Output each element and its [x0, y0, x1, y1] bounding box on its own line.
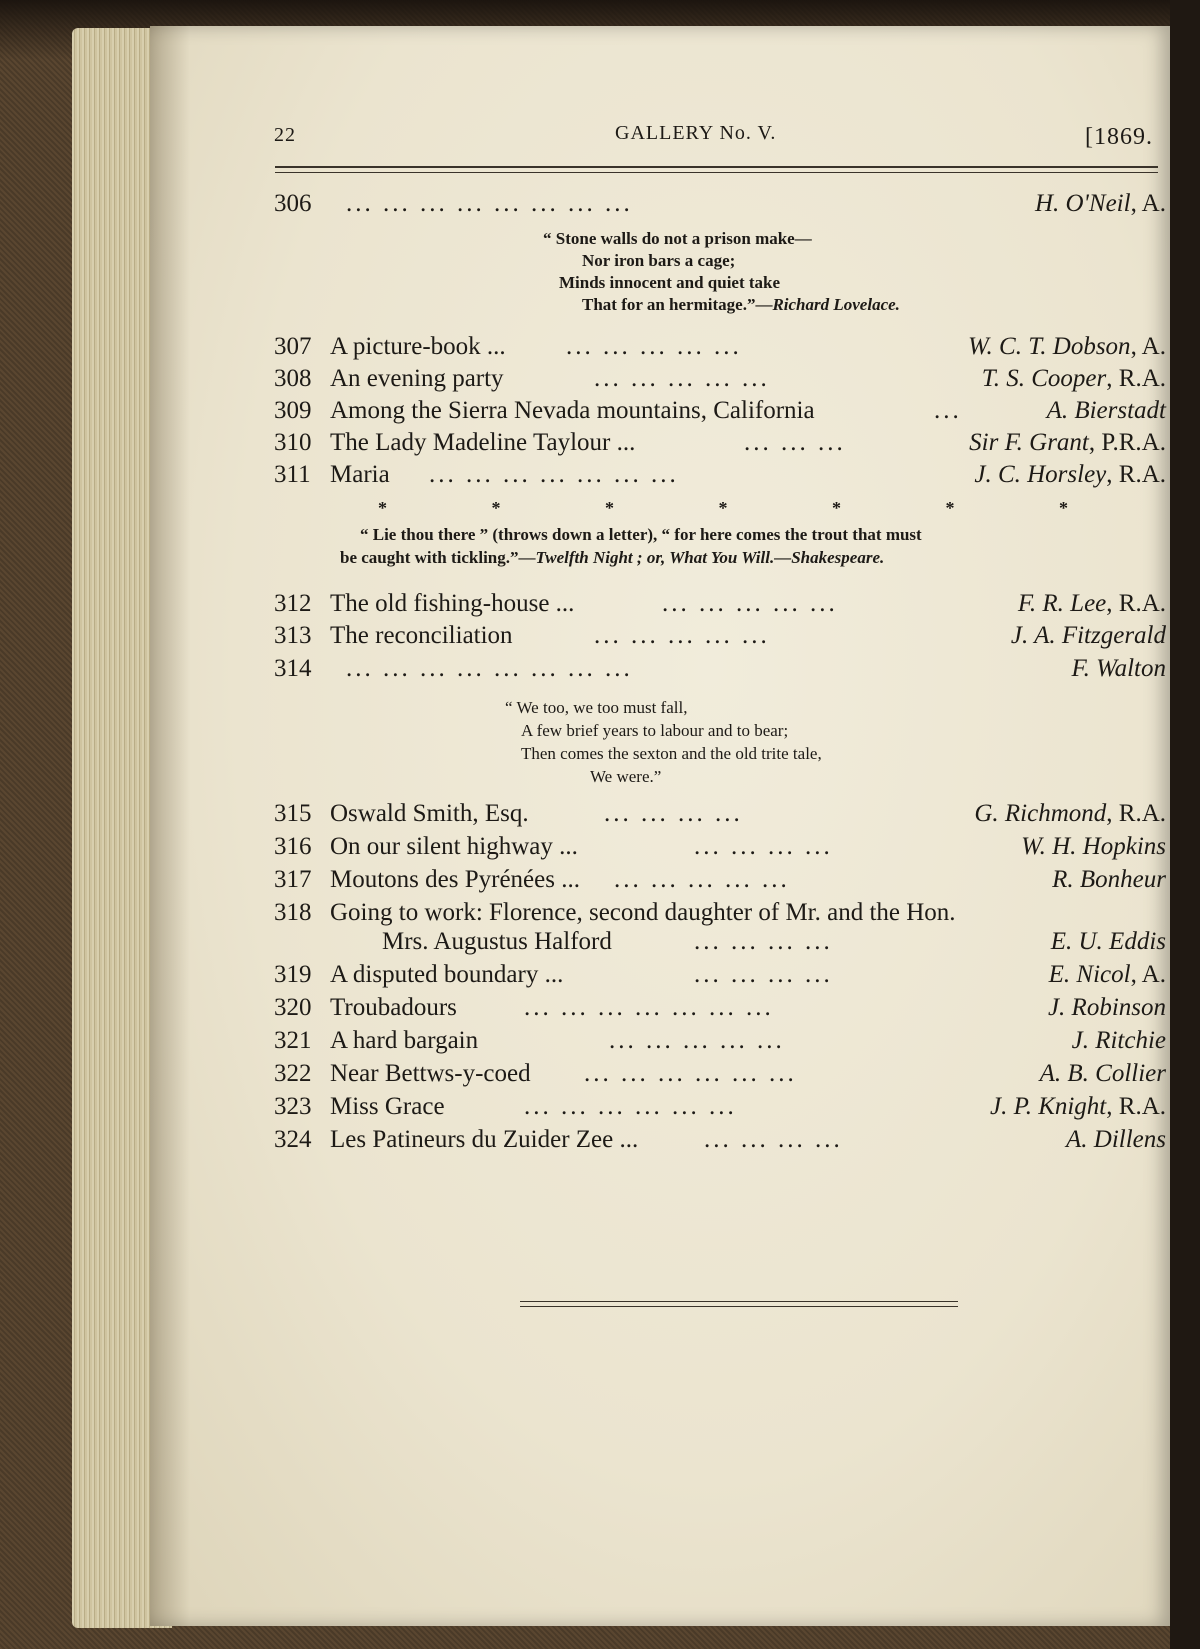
- leader-dots: ... ... ... ... ... ...: [524, 1093, 737, 1120]
- entry-title: The reconciliation: [330, 622, 513, 649]
- asterisk: *: [718, 498, 728, 518]
- entry-number: 321: [274, 1027, 312, 1054]
- entry-artist: E. Nicol, A.: [1048, 961, 1166, 988]
- entry-title: The old fishing-house ...: [330, 590, 575, 617]
- quote-306-author: Richard Lovelace.: [772, 295, 900, 314]
- catalogue-entry-315: [274, 800, 1166, 832]
- catalogue-entry-320: [274, 994, 1166, 1026]
- asterism: [378, 498, 1068, 519]
- entry-number: 310: [274, 429, 312, 456]
- entry-title: Oswald Smith, Esq.: [330, 800, 529, 827]
- end-rule: [520, 1301, 958, 1302]
- entry-artist: A. B. Collier: [1039, 1060, 1166, 1087]
- entry-number: 312: [274, 590, 312, 617]
- entry-title: The Lady Madeline Taylour ...: [330, 429, 636, 456]
- catalogue-entry-319: [274, 961, 1166, 993]
- quote-314-line-4: We were.”: [590, 767, 662, 786]
- page-number: 22: [274, 124, 296, 146]
- catalogue-entry-314: [274, 655, 1166, 687]
- entry-title: Les Patineurs du Zuider Zee ...: [330, 1126, 639, 1153]
- catalogue-entry-309: [274, 397, 1166, 429]
- entry-artist: E. U. Eddis: [1050, 928, 1166, 955]
- entry-artist: W. H. Hopkins: [1021, 833, 1166, 860]
- quote-311-source: Twelfth Night ; or, What You Will.—Shakespeare.: [535, 548, 885, 567]
- leader-dots: ... ... ... ... ...: [566, 333, 742, 360]
- entry-title: A disputed boundary ...: [330, 961, 564, 988]
- catalogue-entry-307: [274, 333, 1166, 365]
- entry-number: 320: [274, 994, 312, 1021]
- entry-title: A picture-book ...: [330, 333, 506, 360]
- end-rule: [520, 1306, 958, 1307]
- page-year: [1869.: [1085, 124, 1153, 150]
- quote-314-line-3: Then comes the sexton and the old trite tale,: [521, 744, 822, 763]
- catalogue-entry-308: [274, 365, 1166, 397]
- leader-dots: ... ... ... ... ... ... ...: [524, 994, 774, 1021]
- entry-artist: G. Richmond, R.A.: [974, 800, 1166, 827]
- catalogue-entry-321: [274, 1027, 1166, 1059]
- entry-artist: Sir F. Grant, P.R.A.: [969, 429, 1166, 456]
- entry-title: A hard bargain: [330, 1027, 479, 1054]
- leader-dots: ... ... ... ... ...: [594, 622, 770, 649]
- leader-dots: ... ... ... ...: [604, 800, 743, 827]
- leader-dots: ... ... ... ... ...: [662, 590, 838, 617]
- leader-dots: ... ... ... ...: [694, 928, 833, 955]
- entry-artist: H. O'Neil, A.: [1034, 190, 1166, 217]
- leader-dots: ... ... ... ...: [694, 833, 833, 860]
- spine-shadow: [150, 26, 190, 1626]
- entry-number: 317: [274, 866, 312, 893]
- leader-dots: ... ... ... ... ...: [609, 1027, 785, 1054]
- entry-number: 314: [274, 655, 312, 682]
- entry-title: Troubadours: [330, 994, 457, 1021]
- asterisk: *: [605, 498, 614, 518]
- header-rule: [275, 166, 1158, 168]
- catalogue-entry-313: [274, 622, 1166, 654]
- entry-artist: J. A. Fitzgerald: [1010, 622, 1166, 649]
- entry-title: Going to work: Florence, second daughter of Mr. and the Hon.: [330, 899, 956, 926]
- leader-dots: ... ... ... ... ...: [614, 866, 790, 893]
- catalogue-entry-317: [274, 866, 1166, 898]
- leader-dots: ... ... ...: [744, 429, 846, 456]
- entry-artist: A. Bierstadt: [1046, 397, 1166, 424]
- entry-artist: W. C. T. Dobson, A.: [968, 333, 1166, 360]
- entry-number: 322: [274, 1060, 312, 1087]
- header-rule-thin: [275, 172, 1158, 173]
- entry-title: On our silent highway ...: [330, 833, 578, 860]
- entry-number: 309: [274, 397, 312, 424]
- catalogue-entry-311: [274, 461, 1166, 493]
- entry-number: 324: [274, 1126, 312, 1153]
- entry-title: Near Bettws-y-coed: [330, 1060, 531, 1087]
- leader-dots: ... ... ... ...: [694, 961, 833, 988]
- entry-artist: J. Ritchie: [1071, 1027, 1166, 1054]
- leader-dots: ... ... ... ... ...: [594, 365, 770, 392]
- quote-311-line-1: “ Lie thou there ” (throws down a letter), “ for here comes the trout that must: [360, 525, 922, 544]
- entry-artist: F. Walton: [1071, 655, 1166, 682]
- catalogue-entry-324: [274, 1126, 1166, 1158]
- catalogue-entry-322: [274, 1060, 1166, 1092]
- leader-dots: ... ... ... ... ... ... ... ...: [346, 190, 633, 217]
- entry-number: 318: [274, 899, 312, 926]
- catalogue-entry-318-continued: [274, 928, 1166, 960]
- entry-number: 307: [274, 333, 312, 360]
- leader-dots: ...: [934, 397, 962, 424]
- entry-number: 316: [274, 833, 312, 860]
- entry-title: An evening party: [330, 365, 504, 392]
- leader-dots: ... ... ... ... ... ...: [584, 1060, 797, 1087]
- page-title: GALLERY No. V.: [615, 122, 777, 144]
- entry-title: Moutons des Pyrénées ...: [330, 866, 580, 893]
- leader-dots: ... ... ... ...: [704, 1126, 843, 1153]
- entry-artist: J. C. Horsley, R.A.: [974, 461, 1166, 488]
- leader-dots: ... ... ... ... ... ... ... ...: [346, 655, 633, 682]
- quote-306-line-4: That for an hermitage.”—Richard Lovelace.: [582, 295, 900, 314]
- quote-306-line-3: Minds innocent and quiet take: [559, 273, 781, 292]
- quote-311-line-2: be caught with tickling.”—Twelfth Night ; or, What You Will.—Shakespeare.: [340, 548, 885, 567]
- catalogue-entry-310: [274, 429, 1166, 461]
- entry-artist: R. Bonheur: [1052, 866, 1166, 893]
- quote-306-line-1: “ Stone walls do not a prison make—: [543, 229, 812, 248]
- asterisk: *: [945, 498, 955, 518]
- asterisk: *: [832, 498, 841, 518]
- leader-dots: ... ... ... ... ... ... ...: [429, 461, 679, 488]
- quote-306-line-2: Nor iron bars a cage;: [582, 251, 736, 270]
- asterisk: *: [378, 498, 387, 518]
- entry-number: 311: [274, 461, 311, 488]
- entry-number: 319: [274, 961, 312, 988]
- entry-artist: F. R. Lee, R.A.: [1017, 590, 1166, 617]
- quote-314-line-2: A few brief years to labour and to bear;: [521, 721, 789, 740]
- entry-number: 313: [274, 622, 312, 649]
- entry-number: 306: [274, 190, 312, 217]
- quote-314-line-1: “ We too, we too must fall,: [505, 698, 688, 717]
- entry-title: Miss Grace: [330, 1093, 445, 1120]
- entry-title: Among the Sierra Nevada mountains, California: [330, 397, 815, 424]
- entry-artist: J. Robinson: [1047, 994, 1166, 1021]
- entry-artist: T. S. Cooper, R.A.: [981, 365, 1166, 392]
- entry-artist: A. Dillens: [1066, 1126, 1166, 1153]
- asterisk: *: [491, 498, 501, 518]
- entry-number: 323: [274, 1093, 312, 1120]
- asterisk: *: [1059, 498, 1068, 518]
- entry-artist: J. P. Knight, R.A.: [990, 1093, 1166, 1120]
- entry-number: 315: [274, 800, 312, 827]
- entry-title: Maria: [330, 461, 390, 488]
- right-binding-edge: [1170, 0, 1200, 1649]
- catalogue-entry-323: [274, 1093, 1166, 1125]
- entry-title: Mrs. Augustus Halford: [382, 928, 612, 955]
- catalogue-entry-318: [274, 899, 1166, 931]
- entry-number: 308: [274, 365, 312, 392]
- catalogue-entry-312: [274, 590, 1166, 622]
- catalogue-entry-306: [274, 190, 1166, 222]
- catalogue-entry-316: [274, 833, 1166, 865]
